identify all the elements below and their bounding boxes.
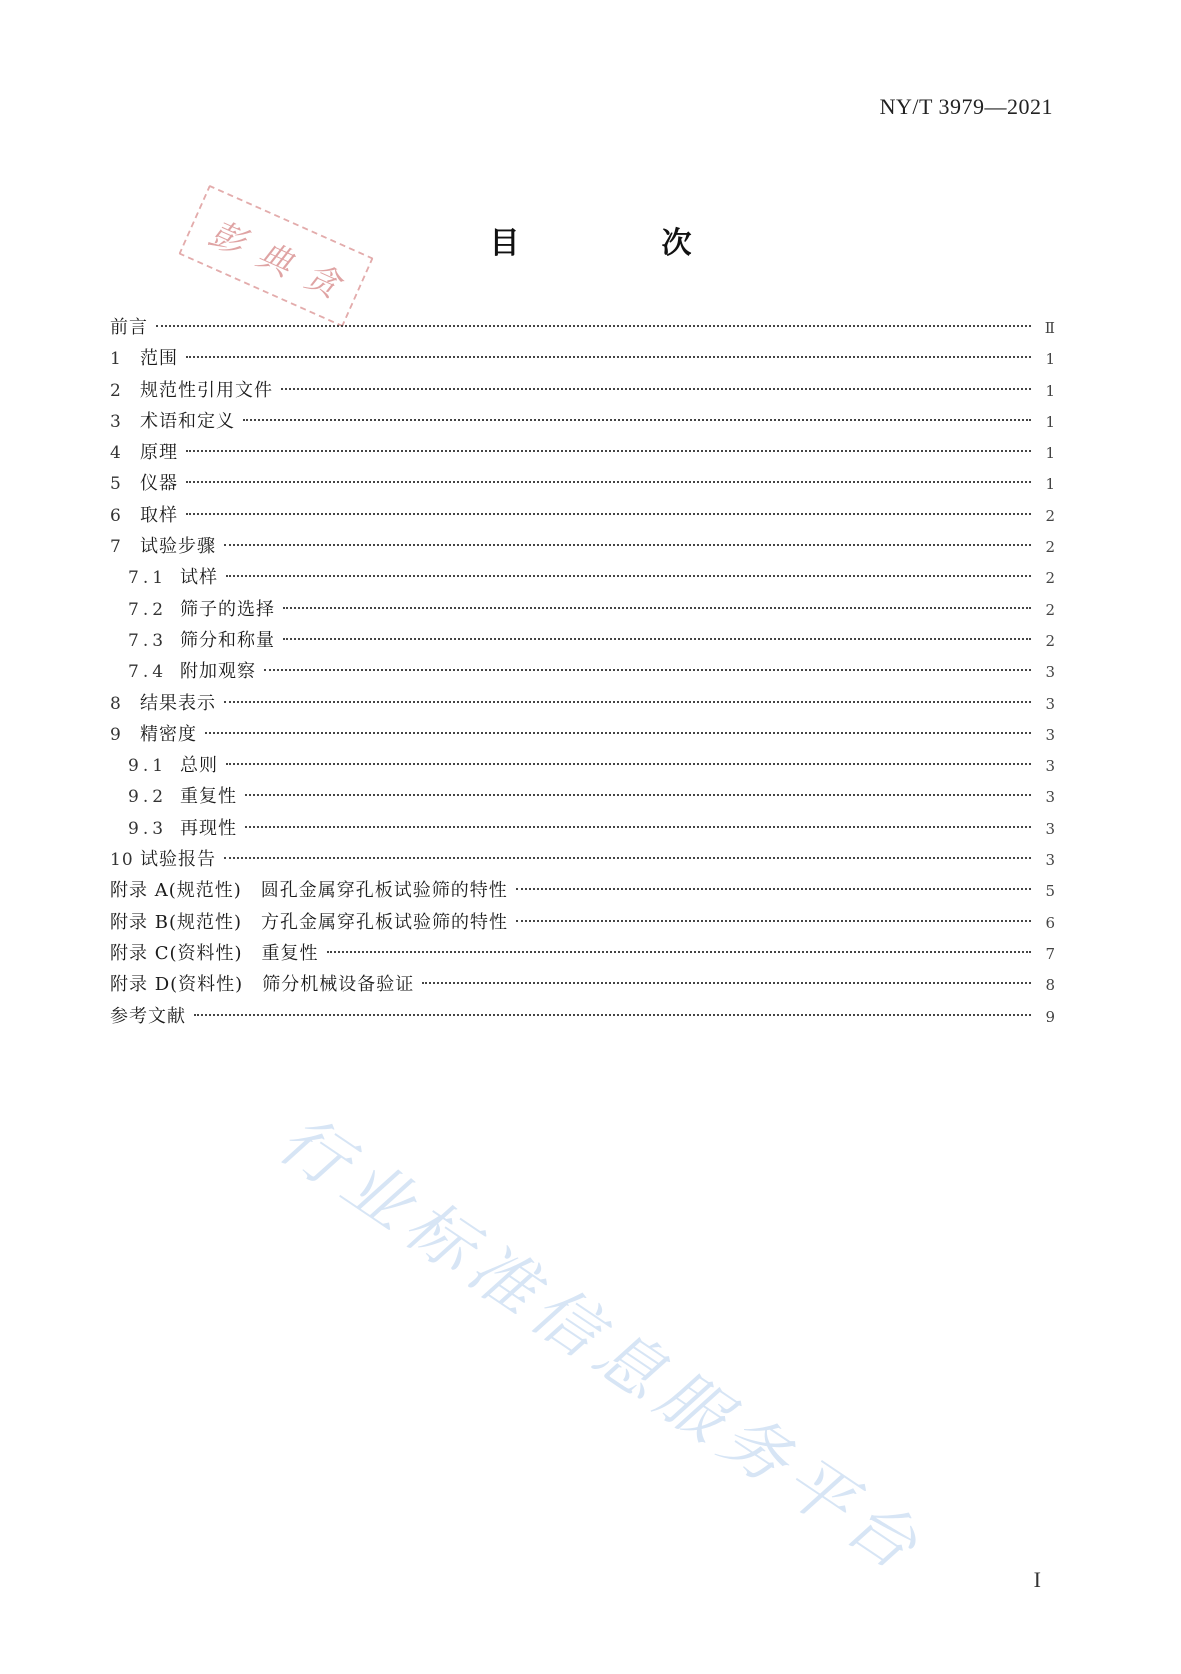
toc-entry-number: 9.3 — [128, 818, 168, 839]
toc-entry[interactable] — [110, 813, 1055, 844]
toc-entry[interactable] — [110, 625, 1055, 656]
toc-leader-dots — [224, 701, 1031, 703]
toc-entry[interactable] — [110, 343, 1055, 374]
toc-leader-dots — [156, 325, 1031, 327]
toc-leader-dots — [186, 513, 1031, 515]
toc-entry-page: 3 — [1045, 725, 1055, 744]
toc-entry-label: 总则 — [180, 755, 218, 777]
toc-leader-dots — [226, 575, 1031, 577]
toc-entry[interactable] — [110, 875, 1055, 906]
toc-leader-dots — [226, 763, 1031, 765]
toc-leader-dots — [422, 982, 1031, 984]
toc-entry-number: 8 — [110, 693, 122, 714]
toc-entry-label: 试样 — [180, 567, 218, 589]
page-title: 目 次 — [489, 226, 748, 261]
toc-entry-label: 规范性引用文件 — [140, 379, 273, 401]
toc-entry[interactable] — [110, 969, 1055, 1000]
toc-leader-dots — [186, 481, 1031, 483]
toc-entry-label: 附录 C(资料性) 重复性 — [110, 942, 319, 964]
toc-entry-page: 3 — [1045, 788, 1055, 807]
toc-leader-dots — [243, 419, 1031, 421]
toc-entry-page: 5 — [1045, 882, 1055, 901]
toc-entry-page: Ⅱ — [1044, 319, 1055, 337]
toc-entry[interactable] — [110, 375, 1055, 406]
toc-entry-number: 6 — [110, 505, 122, 526]
toc-leader-dots — [224, 857, 1031, 859]
toc-entry-page: 2 — [1045, 631, 1055, 650]
toc-entry-label: 参考文献 — [110, 1005, 186, 1027]
toc-entry-page: 1 — [1045, 412, 1055, 431]
toc-entry-number: 9.2 — [128, 787, 168, 808]
toc-entry-number: 5 — [110, 474, 122, 495]
toc-entry-label: 仪器 — [140, 473, 178, 495]
toc-entry[interactable] — [110, 938, 1055, 969]
toc-leader-dots — [186, 356, 1031, 358]
toc-entry-page: 1 — [1045, 444, 1055, 463]
toc-entry-label: 范围 — [140, 348, 178, 370]
toc-entry-label: 结果表示 — [140, 692, 216, 714]
toc-entry-page: 9 — [1045, 1007, 1055, 1026]
toc-entry-page: 1 — [1045, 350, 1055, 369]
toc-entry[interactable] — [110, 1001, 1055, 1032]
toc-leader-dots — [516, 920, 1031, 922]
toc-entry-page: 2 — [1045, 569, 1055, 588]
toc-entry-number: 3 — [110, 411, 122, 432]
page-number: I — [1033, 1567, 1041, 1592]
toc-entry-label: 附录 D(资料性) 筛分机械设备验证 — [110, 974, 415, 996]
toc-entry[interactable] — [110, 406, 1055, 437]
toc-entry[interactable] — [110, 844, 1055, 875]
toc-entry[interactable] — [110, 500, 1055, 531]
toc-entry-number: 9 — [110, 724, 122, 745]
toc-entry-number: 2 — [110, 380, 122, 401]
toc-entry[interactable] — [110, 437, 1055, 468]
toc-entry-label: 附录 B(规范性) 方孔金属穿孔板试验筛的特性 — [110, 911, 508, 933]
toc-entry-label: 试验步骤 — [140, 536, 216, 558]
toc-entry-page: 2 — [1045, 538, 1055, 557]
toc-entry-label: 前言 — [110, 317, 148, 338]
toc-entry[interactable] — [110, 688, 1055, 719]
standard-code: NY/T 3979—2021 — [879, 94, 1053, 119]
toc-entry-number: 7.2 — [128, 599, 168, 620]
toc-entry-page: 7 — [1045, 944, 1055, 963]
toc-entry[interactable] — [110, 531, 1055, 562]
toc-entry[interactable] — [110, 656, 1055, 687]
toc-entry-page: 8 — [1045, 976, 1055, 995]
toc-leader-dots — [516, 888, 1031, 890]
watermark: 行业标准信息服务平台 — [265, 1100, 939, 1590]
toc-entry-label: 附加观察 — [180, 661, 256, 683]
toc-entry-page: 3 — [1045, 851, 1055, 870]
toc-entry-number: 1 — [110, 349, 122, 370]
toc-leader-dots — [205, 732, 1031, 734]
toc-leader-dots — [245, 794, 1031, 796]
stamp-text: 彭典贪 — [203, 213, 362, 314]
toc-entry[interactable] — [110, 562, 1055, 593]
toc-entry-page: 2 — [1045, 506, 1055, 525]
toc-entry-page: 3 — [1045, 694, 1055, 713]
toc-entry-page: 1 — [1045, 475, 1055, 494]
toc-entry[interactable] — [110, 468, 1055, 499]
toc-entry-label: 筛子的选择 — [180, 598, 275, 620]
toc-entry-label: 试验报告 — [140, 849, 216, 871]
toc-leader-dots — [281, 388, 1031, 390]
toc-entry-number: 7 — [110, 537, 122, 558]
toc-entry-number: 10 — [110, 850, 134, 871]
toc-entry-page: 3 — [1045, 663, 1055, 682]
toc-entry-label: 取样 — [140, 504, 178, 526]
toc-leader-dots — [327, 951, 1031, 953]
toc-leader-dots — [194, 1014, 1031, 1016]
toc-entry[interactable] — [110, 719, 1055, 750]
toc-entry-label: 再现性 — [180, 817, 237, 839]
toc-leader-dots — [283, 638, 1031, 640]
toc-entry-label: 原理 — [140, 442, 178, 464]
toc-leader-dots — [264, 669, 1031, 671]
toc-entry[interactable] — [110, 781, 1055, 812]
toc-entry-number: 9.1 — [128, 756, 168, 777]
toc-entry-number: 7.1 — [128, 568, 168, 589]
toc-entry-label: 精密度 — [140, 723, 197, 745]
toc-entry-page: 6 — [1045, 913, 1055, 932]
table-of-contents — [110, 312, 1055, 1032]
toc-entry-label: 附录 A(规范性) 圆孔金属穿孔板试验筛的特性 — [110, 880, 508, 902]
toc-entry-label: 筛分和称量 — [180, 629, 275, 651]
toc-entry[interactable] — [110, 750, 1055, 781]
toc-entry-label: 重复性 — [180, 786, 237, 808]
toc-leader-dots — [283, 607, 1031, 609]
toc-entry-number: 7.4 — [128, 662, 168, 683]
toc-leader-dots — [186, 450, 1031, 452]
toc-entry[interactable] — [110, 907, 1055, 938]
toc-entry-number: 4 — [110, 443, 122, 464]
toc-entry[interactable] — [110, 594, 1055, 625]
toc-entry[interactable] — [110, 312, 1055, 343]
toc-entry-page: 2 — [1045, 600, 1055, 619]
toc-entry-page: 1 — [1045, 381, 1055, 400]
toc-entry-page: 3 — [1045, 757, 1055, 776]
toc-entry-page: 3 — [1045, 819, 1055, 838]
toc-entry-number: 7.3 — [128, 630, 168, 651]
toc-leader-dots — [224, 544, 1031, 546]
toc-entry-label: 术语和定义 — [140, 410, 235, 432]
toc-leader-dots — [245, 826, 1031, 828]
